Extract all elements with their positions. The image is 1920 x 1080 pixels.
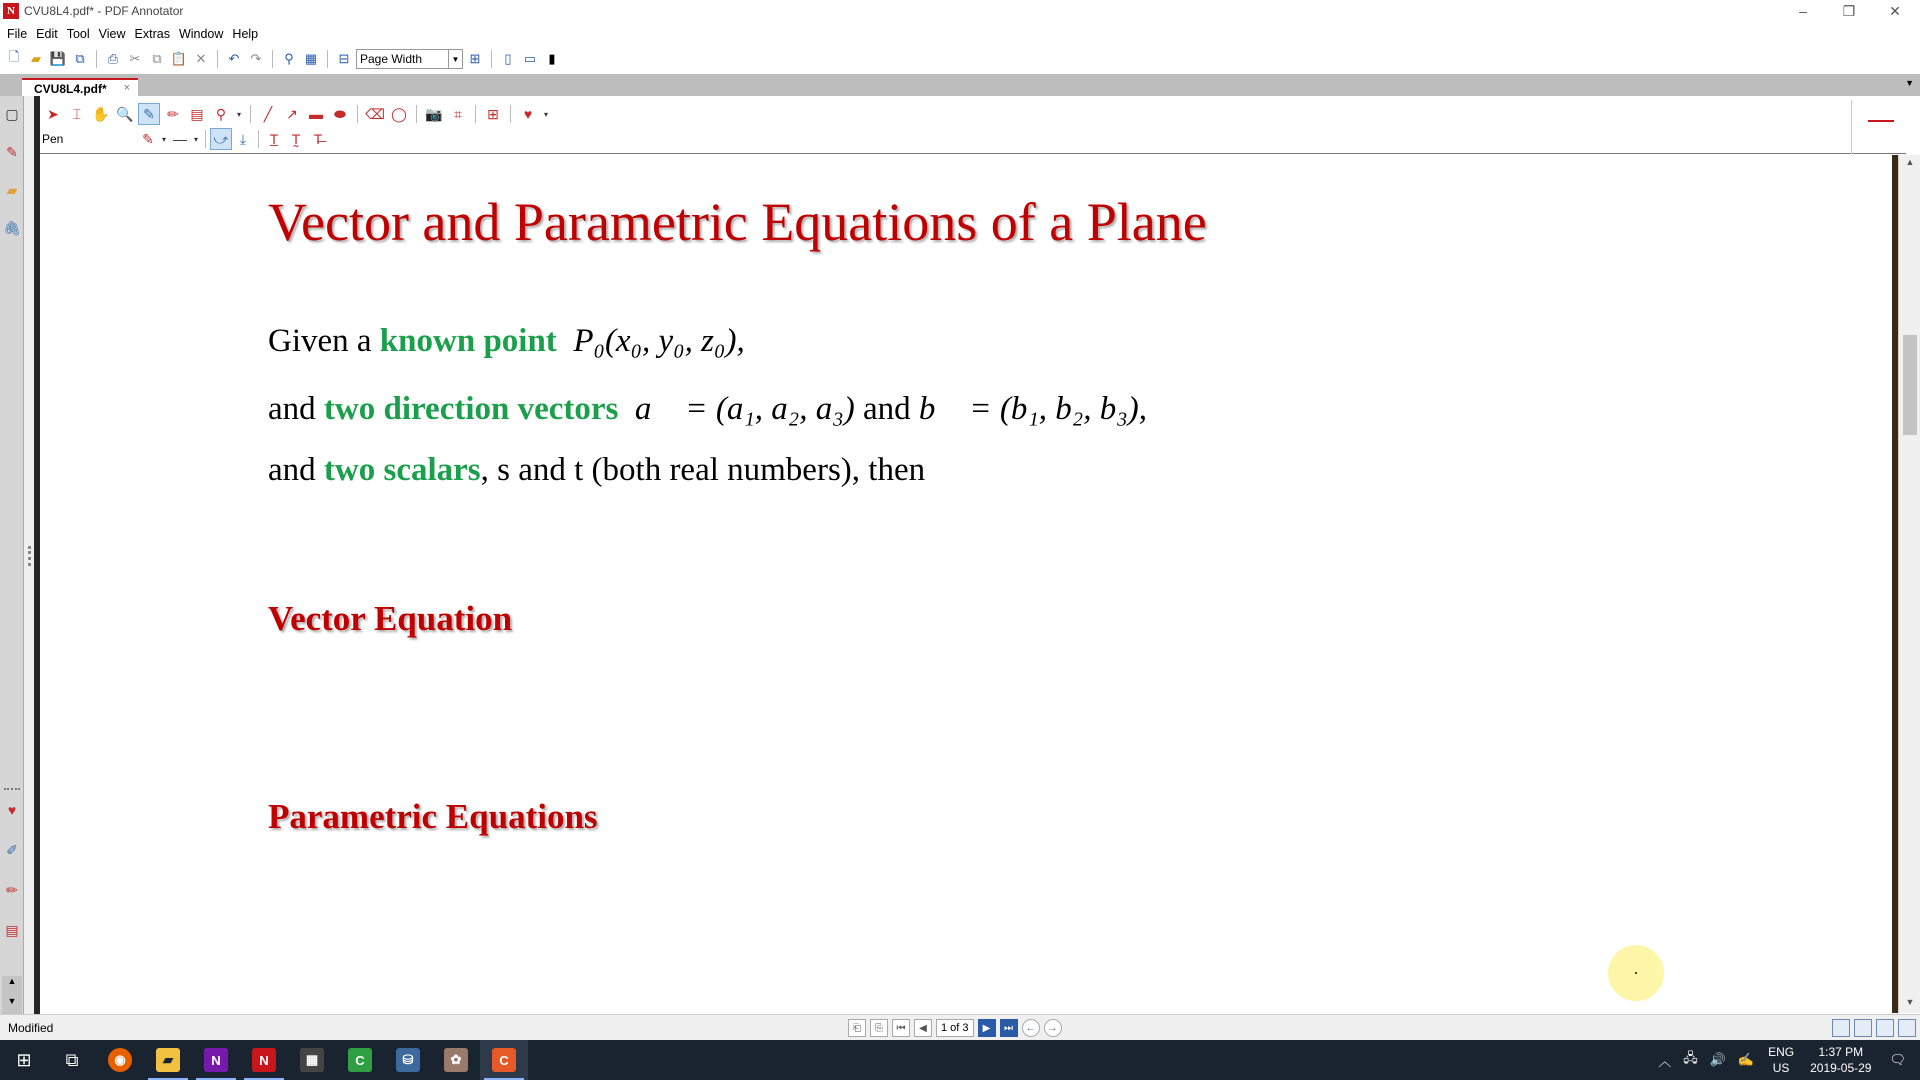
back-arrow-icon[interactable]: ← (1022, 1019, 1040, 1037)
onenote-icon[interactable]: N (192, 1040, 240, 1080)
pdf-annotator-icon: N (3, 3, 19, 19)
fit-width-icon[interactable]: ▭ (523, 51, 537, 66)
zoom-select[interactable] (356, 49, 463, 69)
chevron-down-icon[interactable]: ▾ (236, 109, 241, 119)
toolbar-separator (258, 130, 259, 148)
page-layout-icon[interactable]: ▦ (304, 51, 318, 66)
camtasia-icon[interactable]: C (336, 1040, 384, 1080)
strikeout-icon[interactable]: T̶ (313, 131, 323, 147)
annotations-panel-icon[interactable]: ✎ (6, 143, 18, 160)
toolbar-separator (327, 50, 328, 68)
toolbar-separator (357, 105, 358, 123)
eraser-tool-icon[interactable]: ⌫ (365, 105, 385, 122)
pen-workspace-icon[interactable]: ✍ (1737, 1052, 1755, 1067)
system-tray (1652, 1040, 1920, 1080)
annotation-toolbar (40, 100, 1906, 154)
delete-icon[interactable]: ✕ (195, 51, 207, 66)
menu-window[interactable]: Window (178, 27, 224, 41)
menu-view[interactable]: View (98, 27, 126, 41)
chevron-down-icon[interactable]: ▾ (543, 109, 548, 119)
zoom-out-icon[interactable]: ⊟ (338, 51, 350, 66)
menu-edit[interactable]: Edit (36, 27, 58, 41)
vector-b-expression: b⃗ = (b₁, b₂, b₃), (918, 391, 1147, 427)
toolbar-separator (416, 105, 417, 123)
panel-scrollbar[interactable]: ▲ ▼ (2, 976, 22, 1016)
new-document-icon[interactable]: 🗋 (8, 49, 20, 64)
two-page-view-icon[interactable] (1876, 1019, 1894, 1037)
splitter-grip (28, 546, 31, 566)
text-tool-icon[interactable]: ▤ (190, 105, 204, 122)
page-navigation (848, 1019, 1062, 1037)
text-box-icon[interactable]: ▤ (5, 921, 19, 938)
clock-time: 1:37 PM (1818, 1045, 1864, 1059)
history-back-page-icon[interactable]: ⎗ (848, 1019, 866, 1037)
text-span: Given a (268, 323, 380, 359)
chevron-down-icon: ▼ (448, 50, 462, 68)
current-tool-label: Pen (42, 132, 64, 146)
save-all-icon[interactable]: ⧉ (75, 51, 85, 66)
smooth-stroke-icon[interactable]: ⤻ (210, 128, 232, 150)
tool-options-row (40, 128, 1906, 150)
region-code: US (1772, 1061, 1790, 1075)
previous-page-icon[interactable]: ◀ (914, 1019, 932, 1037)
first-page-icon[interactable]: ⏮ (892, 1019, 910, 1037)
page-indicator[interactable]: 1 of 3 (936, 1019, 974, 1037)
single-page-view-icon[interactable] (1832, 1019, 1850, 1037)
main-toolbar (0, 46, 1920, 72)
last-page-icon[interactable]: ⏭ (1000, 1019, 1018, 1037)
fullscreen-icon[interactable]: ▮ (548, 51, 556, 66)
text-span: and (854, 391, 919, 427)
next-page-icon[interactable]: ▶ (978, 1019, 996, 1037)
toolbar-separator (217, 50, 218, 68)
notification-icon[interactable]: 🗨 (1889, 1052, 1906, 1067)
find-binoculars-icon[interactable]: ⚲ (284, 51, 294, 66)
history-forward-page-icon[interactable]: ⎘ (870, 1019, 888, 1037)
open-folder-icon[interactable]: ▰ (31, 51, 41, 66)
highlight-direction-vectors: two direction vectors (323, 391, 619, 427)
language-code: ENG (1768, 1045, 1795, 1059)
bookmarks-panel-icon[interactable]: ▰ (6, 181, 18, 198)
document-tab-label: CVU8L4.pdf* (34, 82, 107, 96)
windows-taskbar (0, 1040, 1920, 1080)
document-tab-strip (0, 74, 1920, 96)
scroll-down-icon[interactable]: ▼ (1905, 997, 1915, 1007)
calculator-icon[interactable]: ▦ (288, 1040, 336, 1080)
single-page-icon[interactable]: ▯ (504, 51, 512, 66)
marker-tool-icon[interactable]: ✏ (167, 105, 179, 122)
restore-button[interactable]: ❐ (1842, 2, 1856, 19)
pencil-icon[interactable]: ✏ (6, 881, 18, 898)
heading-parametric-equations: Parametric Equations (268, 797, 598, 836)
toolbar-divider (1851, 100, 1852, 154)
stamp-tool-icon[interactable]: ⚲ (215, 105, 227, 122)
menu-tool[interactable]: Tool (66, 27, 90, 41)
favorites-heart-icon[interactable]: ♥ (523, 106, 533, 122)
undo-icon[interactable]: ↶ (228, 51, 240, 66)
pdf-page[interactable] (40, 155, 1892, 1013)
paragraph-line-1 (268, 323, 745, 360)
network-icon[interactable]: 🖧 (1683, 1050, 1698, 1065)
squiggly-icon[interactable]: T̰ (291, 131, 301, 147)
highlighter-icon[interactable]: ✐ (6, 841, 18, 858)
panel-divider (4, 788, 20, 790)
task-view-icon[interactable]: ⧉ (65, 1049, 79, 1070)
text-span: and (268, 452, 324, 488)
toolbar-separator (475, 105, 476, 123)
text-select-icon[interactable]: ⌶ (72, 105, 82, 122)
insert-image-icon[interactable]: ⊞ (487, 105, 499, 122)
pen-color-preview (1868, 120, 1894, 122)
network-app-icon[interactable]: ⛁ (384, 1040, 432, 1080)
tray-chevron-up-icon[interactable]: ︿ (1658, 1053, 1672, 1069)
zoom-tool-icon[interactable]: 🔍 (116, 105, 134, 122)
zoom-in-icon[interactable]: ⊞ (469, 51, 481, 66)
favorites-heart-icon[interactable]: ♥ (7, 802, 17, 818)
highlight-known-point: known point (379, 323, 557, 359)
crop-tool-icon[interactable]: ⌗ (454, 105, 462, 122)
menu-bar (0, 24, 1920, 44)
paragraph-line-3 (268, 452, 925, 489)
paragraph-line-2 (268, 391, 1147, 428)
windows-start-icon[interactable]: ⊞ (16, 1049, 32, 1070)
heading-vector-equation: Vector Equation (268, 599, 513, 638)
status-bar (0, 1014, 1920, 1040)
arrow-tool-icon[interactable]: ↗ (286, 105, 298, 122)
point-expression: P₀(x₀, y₀, z₀), (573, 323, 745, 359)
forward-arrow-icon[interactable]: → (1044, 1019, 1062, 1037)
menu-extras[interactable]: Extras (134, 27, 170, 41)
print-icon[interactable]: ⎙ (107, 51, 119, 66)
pages-panel-icon[interactable]: ▢ (5, 105, 19, 122)
chevron-down-icon[interactable]: ▾ (161, 134, 166, 144)
toolbar-separator (205, 130, 206, 148)
scroll-up-icon[interactable]: ▲ (1905, 157, 1915, 167)
document-tab[interactable] (22, 78, 138, 96)
hand-pan-icon[interactable]: ✋ (92, 105, 110, 122)
annotation-tools-row (40, 102, 551, 126)
toolbar-separator (510, 105, 511, 123)
chevron-down-icon[interactable]: ▾ (193, 134, 198, 144)
paste-icon[interactable]: 📋 (170, 51, 188, 66)
volume-icon[interactable]: 🔊 (1709, 1052, 1726, 1067)
scroll-thumb[interactable] (1903, 335, 1917, 435)
menu-help[interactable]: Help (232, 27, 259, 41)
left-side-panel (0, 96, 24, 1018)
attachments-panel-icon[interactable]: 🖇 (3, 219, 21, 236)
two-page-continuous-icon[interactable] (1898, 1019, 1916, 1037)
line-style-icon[interactable]: — (173, 131, 187, 147)
vertical-scrollbar[interactable] (1898, 155, 1920, 1013)
redo-icon[interactable]: ↷ (250, 51, 262, 66)
minimize-button[interactable]: – (1799, 3, 1807, 19)
toolbar-separator (250, 105, 251, 123)
clock-date: 2019-05-29 (1810, 1061, 1872, 1075)
language-indicator[interactable] (1768, 1044, 1794, 1076)
view-mode-buttons (1832, 1019, 1916, 1037)
close-tab-icon[interactable]: × (123, 82, 130, 94)
page-title: Vector and Parametric Equations of a Plane (268, 192, 1207, 252)
rectangle-tool-icon[interactable]: ▬ (309, 106, 323, 122)
clock[interactable] (1810, 1044, 1871, 1076)
pdf-annotator-taskbar-icon[interactable]: N (240, 1040, 288, 1080)
vector-a-expression: a⃗ = (a₁, a₂, a₃) (634, 391, 855, 427)
pen-color-icon[interactable]: ✎ (142, 130, 154, 147)
window-title: CVU8L4.pdf* - PDF Annotator (24, 4, 184, 18)
file-explorer-icon[interactable]: ▰ (144, 1040, 192, 1080)
highlight-scalars: two scalars (323, 452, 481, 488)
toolbar-separator (272, 50, 273, 68)
cut-icon[interactable]: ✂ (129, 51, 141, 66)
menu-file[interactable]: File (7, 27, 28, 41)
close-window-button[interactable]: ✕ (1889, 2, 1901, 19)
underline-icon[interactable]: T̲ (269, 131, 279, 147)
select-arrow-icon[interactable]: ➤ (47, 105, 59, 122)
cursor-highlight (1608, 945, 1664, 1001)
pressure-icon[interactable]: ⤓ (239, 130, 247, 147)
lasso-tool-icon[interactable]: ◯ (391, 105, 407, 122)
zoom-value: Page Width (360, 52, 423, 66)
ellipse-tool-icon[interactable]: ⬬ (334, 105, 346, 122)
save-icon[interactable]: 💾 (49, 51, 67, 66)
toolbar-separator (491, 50, 492, 68)
text-span: and (268, 391, 324, 427)
text-span: , s and t (both real numbers), then (480, 452, 926, 488)
pen-tool-icon[interactable]: ✎ (138, 103, 160, 125)
paint-icon[interactable]: ✿ (432, 1040, 480, 1080)
copy-icon[interactable]: ⧉ (152, 51, 162, 66)
title-bar (0, 0, 1920, 22)
tab-list-chevron-icon[interactable]: ▼ (1905, 78, 1914, 88)
continuous-view-icon[interactable] (1854, 1019, 1872, 1037)
camera-snapshot-icon[interactable]: 📷 (425, 105, 443, 122)
line-tool-icon[interactable]: ╱ (263, 105, 273, 122)
firefox-icon[interactable]: ◉ (96, 1040, 144, 1080)
toolbar-separator (96, 50, 97, 68)
camtasia-recorder-icon[interactable]: C (480, 1040, 528, 1080)
status-text: Modified (8, 1021, 54, 1035)
